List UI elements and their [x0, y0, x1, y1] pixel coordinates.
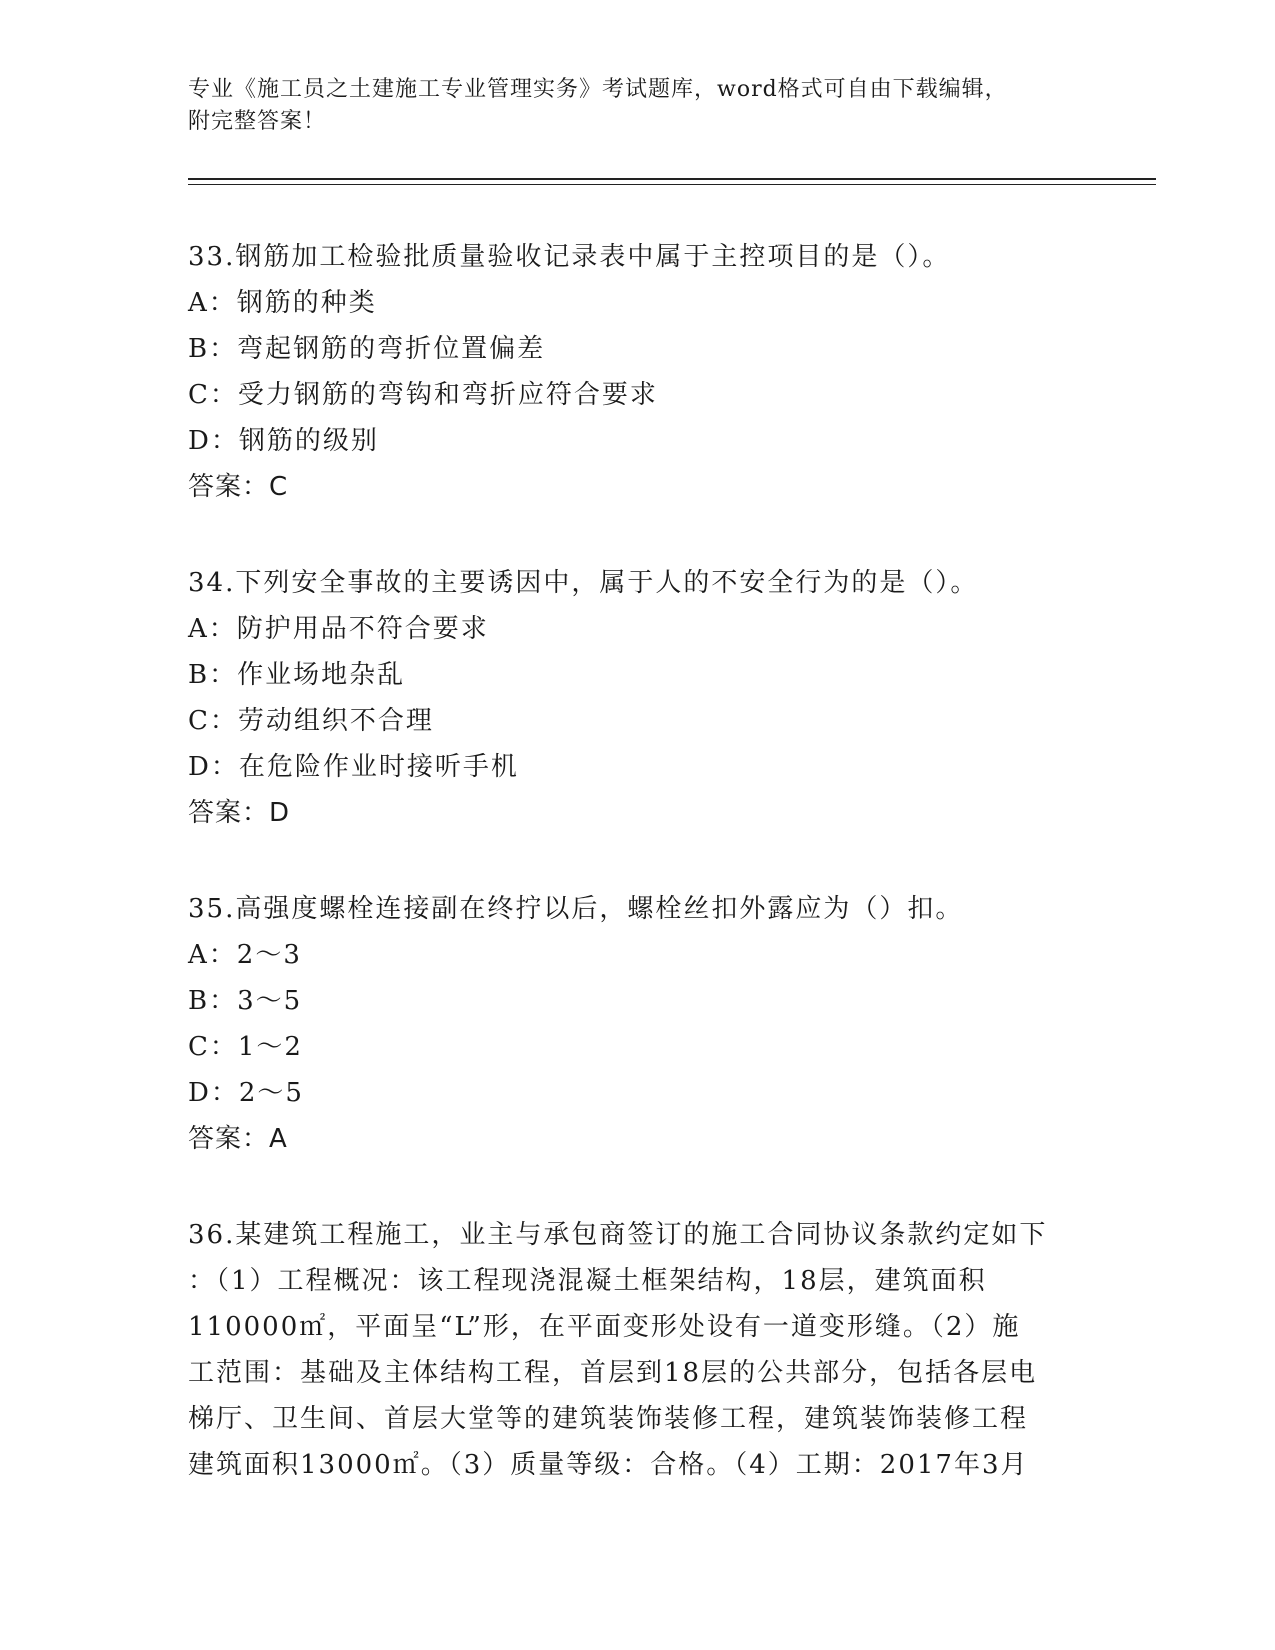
question-list	[188, 234, 1088, 1488]
option-a: A：钢筋的种类	[188, 288, 377, 318]
case-line: ：（1）工程概况：该工程现浇混凝土框架结构，18层，建筑面积	[188, 1266, 987, 1296]
case-line: 110000㎡，平面呈“L”形，在平面变形处设有一道变形缝。（2）施	[188, 1312, 1021, 1342]
answer: 答案：D	[188, 798, 291, 828]
option-d: D：在危险作业时接听手机	[188, 752, 519, 782]
question-stem: 33.钢筋加工检验批质量验收记录表中属于主控项目的是（）。	[188, 242, 951, 272]
case-line: 建筑面积13000㎡。（3）质量等级：合格。（4）工期：2017年3月	[188, 1450, 1029, 1480]
option-a: A：2～3	[188, 940, 302, 970]
question-35	[188, 886, 1088, 1162]
option-c: C：受力钢筋的弯钩和弯折应符合要求	[188, 380, 658, 410]
option-c: C：1～2	[188, 1032, 303, 1062]
question-33	[188, 234, 1088, 510]
question-36	[188, 1212, 1068, 1488]
document-header	[188, 74, 1068, 138]
option-c: C：劳动组织不合理	[188, 706, 434, 736]
option-b: B：作业场地杂乱	[188, 660, 406, 690]
question-stem: 35.高强度螺栓连接副在终拧以后，螺栓丝扣外露应为（）扣。	[188, 894, 964, 924]
header-divider-thin	[188, 184, 1156, 185]
header-divider-thick	[188, 178, 1156, 180]
question-stem: 34.下列安全事故的主要诱因中，属于人的不安全行为的是（）。	[188, 568, 979, 598]
case-line: 工范围：基础及主体结构工程，首层到18层的公共部分，包括各层电	[188, 1358, 1038, 1388]
option-b: B：弯起钢筋的弯折位置偏差	[188, 334, 546, 364]
case-line: 梯厅、卫生间、首层大堂等的建筑装饰装修工程，建筑装饰装修工程	[188, 1404, 1029, 1434]
header-line-2: 附完整答案！	[188, 109, 327, 134]
option-a: A：防护用品不符合要求	[188, 614, 489, 644]
question-34	[188, 560, 1088, 836]
option-d: D：2～5	[188, 1078, 304, 1108]
option-b: B：3～5	[188, 986, 303, 1016]
answer: 答案：A	[188, 1124, 288, 1154]
answer: 答案：C	[188, 472, 289, 502]
case-line: 36.某建筑工程施工，业主与承包商签订的施工合同协议条款约定如下	[188, 1220, 1048, 1250]
option-d: D：钢筋的级别	[188, 426, 379, 456]
header-line-1: 专业《施工员之土建施工专业管理实务》考试题库，word格式可自由下载编辑，	[188, 77, 1008, 102]
